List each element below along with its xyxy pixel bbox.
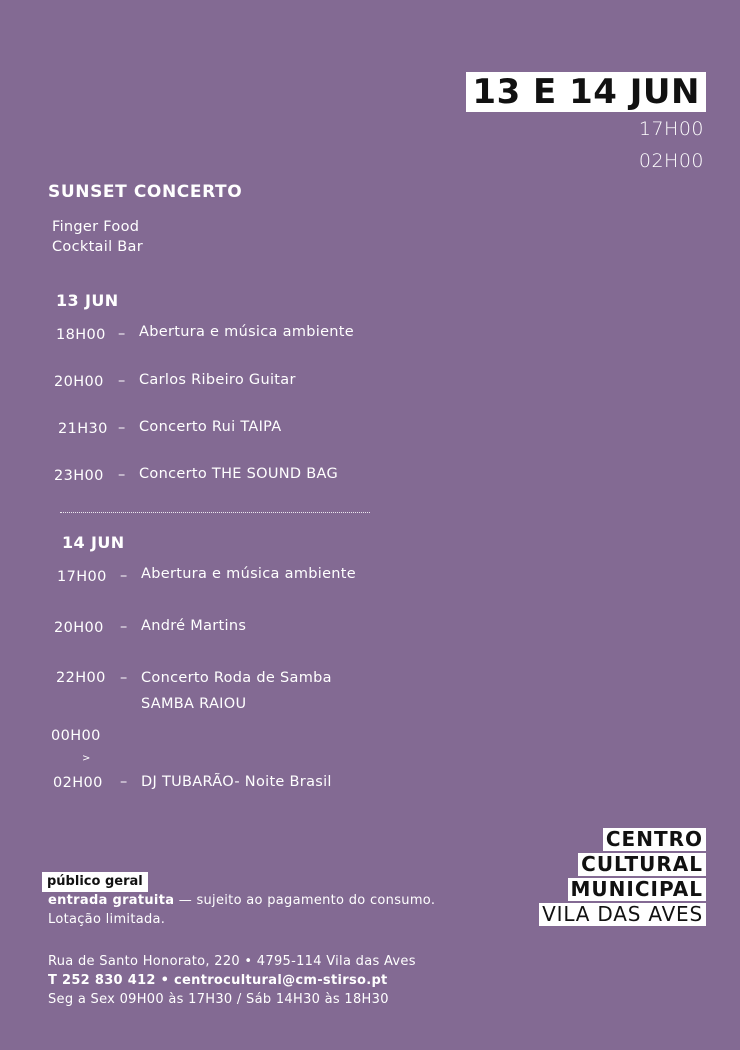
logo-line-centro: CENTRO [603, 828, 706, 851]
venue-address: Rua de Santo Honorato, 220 • 4795-114 Vila das Aves [48, 954, 416, 969]
venue-logo [539, 826, 706, 926]
schedule-dash: – [118, 467, 126, 483]
logo-line-cultural: CULTURAL [578, 853, 706, 876]
section-divider [60, 512, 370, 513]
day1-label: 13 JUN [56, 291, 119, 310]
venue-hours: Seg a Sex 09H00 às 17H30 / Sáb 14H30 às 18H30 [48, 992, 389, 1007]
schedule-time: 20H00 [54, 620, 104, 636]
schedule-event: Concerto Rui TAIPA [139, 419, 282, 435]
schedule-time: 02H00 [53, 775, 103, 791]
venue-contact: T 252 830 412 • centrocultural@cm-stirso.pt [48, 973, 388, 988]
schedule-time: 21H30 [58, 421, 108, 437]
end-time: 02H00 [638, 150, 704, 172]
feature-finger-food: Finger Food [52, 219, 140, 235]
schedule-dash: – [120, 774, 128, 790]
schedule-dash: – [118, 326, 126, 342]
schedule-event: Concerto THE SOUND BAG [139, 466, 339, 482]
schedule-time: 18H00 [56, 327, 106, 343]
logo-line-vila-das-aves: VILA DAS AVES [539, 903, 706, 926]
schedule-event: André Martins [141, 618, 247, 634]
feature-cocktail-bar: Cocktail Bar [52, 239, 143, 255]
capacity-note: Lotação limitada. [48, 912, 166, 927]
event-title: SUNSET CONCERTO [48, 182, 243, 202]
entry-free: entrada gratuita [48, 893, 175, 908]
logo-line-municipal: MUNICIPAL [568, 878, 707, 901]
day2-label: 14 JUN [62, 533, 125, 552]
entry-condition: — sujeito ao pagamento do consumo. [174, 893, 436, 908]
schedule-event: Abertura e música ambiente [139, 324, 354, 340]
start-time: 17H00 [638, 118, 704, 140]
time-range-arrow: > [82, 753, 91, 764]
schedule-time: 23H00 [54, 468, 104, 484]
audience-tag: público geral [42, 872, 148, 892]
schedule-dash: – [120, 670, 128, 686]
schedule-dash: – [120, 568, 128, 584]
schedule-event: Concerto Roda de Samba [141, 670, 332, 686]
entry-info [48, 893, 435, 908]
schedule-event: Carlos Ribeiro Guitar [139, 372, 296, 388]
schedule-time: 17H00 [57, 569, 107, 585]
schedule-dash: – [120, 619, 128, 635]
schedule-time: 22H00 [56, 670, 106, 686]
schedule-dash: – [118, 420, 126, 436]
schedule-time: 20H00 [54, 374, 104, 390]
schedule-event-line2: SAMBA RAIOU [141, 696, 247, 712]
schedule-dash: – [118, 373, 126, 389]
schedule-time-from: 00H00 [51, 728, 101, 744]
event-dates: 13 E 14 JUN [466, 72, 706, 112]
schedule-event: DJ TUBARÃO- Noite Brasil [141, 774, 332, 790]
schedule-event: Abertura e música ambiente [141, 566, 356, 582]
